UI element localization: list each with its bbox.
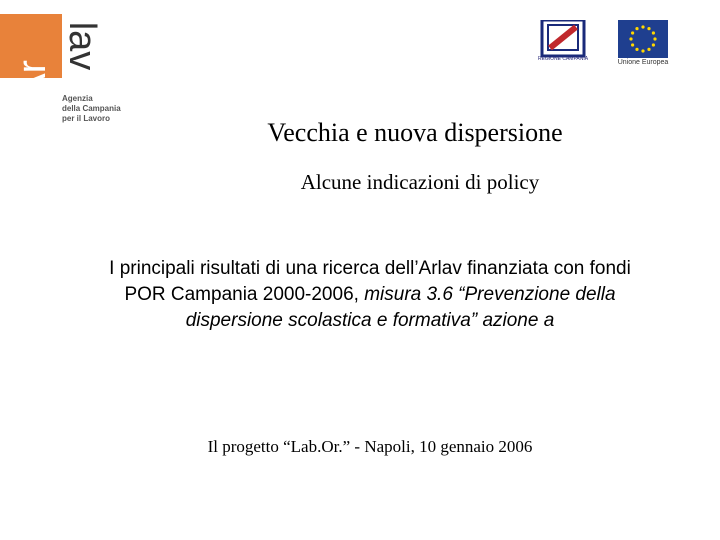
arlav-logo-lav — [62, 14, 104, 78]
slide-footer: Il progetto “Lab.Or.” - Napoli, 10 gennaio 2006 — [207, 437, 533, 456]
description-italic: misura 3.6 “Prevenzione della dispersione scolastica e formativa” azione a — [185, 284, 616, 331]
agency-line: per il Lavoro — [62, 114, 111, 123]
eu-caption: Unione Europea — [617, 59, 669, 66]
eu-flag-logo — [618, 20, 668, 58]
arlav-logo-lav-text: lav — [61, 21, 103, 71]
description-plain: I principali risultati di una ricerca dell’Arlav finanziata con fondi POR Campania 2000-2006, — [109, 258, 631, 305]
agency-line: della Campania — [62, 104, 121, 113]
slide-subtitle: Alcune indicazioni di policy — [300, 170, 540, 194]
slide-title: Vecchia e nuova dispersione — [267, 118, 563, 147]
arlav-logo-ar: Ar — [10, 60, 54, 100]
slide-description — [90, 256, 650, 334]
regione-caption: REGIONE CAMPANIA — [537, 56, 589, 62]
agency-line: Agenzia — [62, 94, 93, 103]
arlav-logo-block — [0, 14, 62, 100]
